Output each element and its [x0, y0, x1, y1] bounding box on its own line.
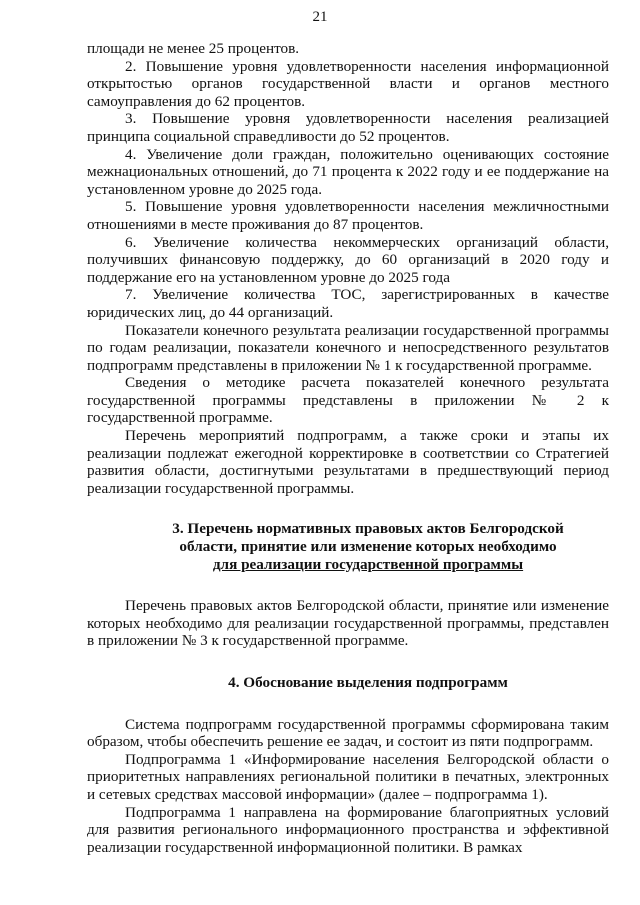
goal-item-4: 4. Увеличение доли граждан, положительно оценивающих состояние межнациональных отношений, до 71 процента к 2022 году и ее поддержание на установленном уровне до 2025 года.	[87, 145, 609, 198]
paragraph-continuation: площади не менее 25 процентов.	[87, 40, 300, 57]
section-4-paragraph-3: Подпрограмма 1 направлена на формирование благоприятных условий для развития регионального информационного пространства и эффективной реализации государственной информационной политики. В рамках	[87, 803, 609, 856]
page-number: 21	[312, 9, 328, 25]
section-3-paragraph: Перечень правовых актов Белгородской области, принятие или изменение которых необходимо для реализации государственной программы, представлен в приложении № 3 к государственной программе.	[87, 597, 609, 650]
section-3-heading-line-3: для реализации государственной программы	[212, 555, 524, 573]
section-3-heading-line-1: 3. Перечень нормативных правовых актов Белгородской	[172, 520, 564, 538]
paragraph-indicators: Показатели конечного результата реализации государственной программы по годам реализации, показатели конечного и непосредственного результатов подпрограмм представлены в приложении № 1 к государственной программе.	[87, 321, 609, 374]
goal-item-2: 2. Повышение уровня удовлетворенности населения информационной открытостью органов государственной власти и органов местного самоуправления до 62 процентов.	[87, 57, 609, 110]
section-3-heading	[87, 520, 609, 573]
goal-item-5: 5. Повышение уровня удовлетворенности населения межличностными отношениями в месте проживания до 87 процентов.	[87, 198, 609, 233]
goal-item-6: 6. Увеличение количества некоммерческих организаций области, получивших финансовую поддержку, до 60 организаций в 2020 году и поддержание его на установленном уровне до 2025 года	[87, 233, 609, 286]
section-4-paragraph-2: Подпрограмма 1 «Информирование населения Белгородской области о приоритетных направлениях региональной политики в печатных, электронных и сетевых средствах массовой информации» (далее – подпрограмма 1).	[87, 750, 609, 803]
goal-item-3: 3. Повышение уровня удовлетворенности населения реализацией принципа социальной справедливости до 52 процентов.	[87, 110, 609, 145]
section-4-heading: 4. Обоснование выделения подпрограмм	[228, 674, 508, 691]
section-3-heading-line-2: области, принятие или изменение которых необходимо	[179, 538, 557, 556]
section-4-paragraph-1: Система подпрограмм государственной программы сформирована таким образом, чтобы обеспечить решение ее задач, и состоит из пяти подпрограмм.	[87, 715, 609, 751]
goal-item-7: 7. Увеличение количества ТОС, зарегистрированных в качестве юридических лиц, до 44 организаций.	[87, 286, 609, 321]
document-body	[87, 40, 609, 856]
paragraph-methodology: Сведения о методике расчета показателей конечного результата государственной программы представлены в приложении № 2 к государственной программе.	[87, 374, 609, 427]
paragraph-measures: Перечень мероприятий подпрограмм, а также сроки и этапы их реализации подлежат ежегодной корректировке в соответствии со Стратегией развития области, достигнутыми результатами в предшествующий период реализации государственной программы.	[87, 427, 609, 497]
